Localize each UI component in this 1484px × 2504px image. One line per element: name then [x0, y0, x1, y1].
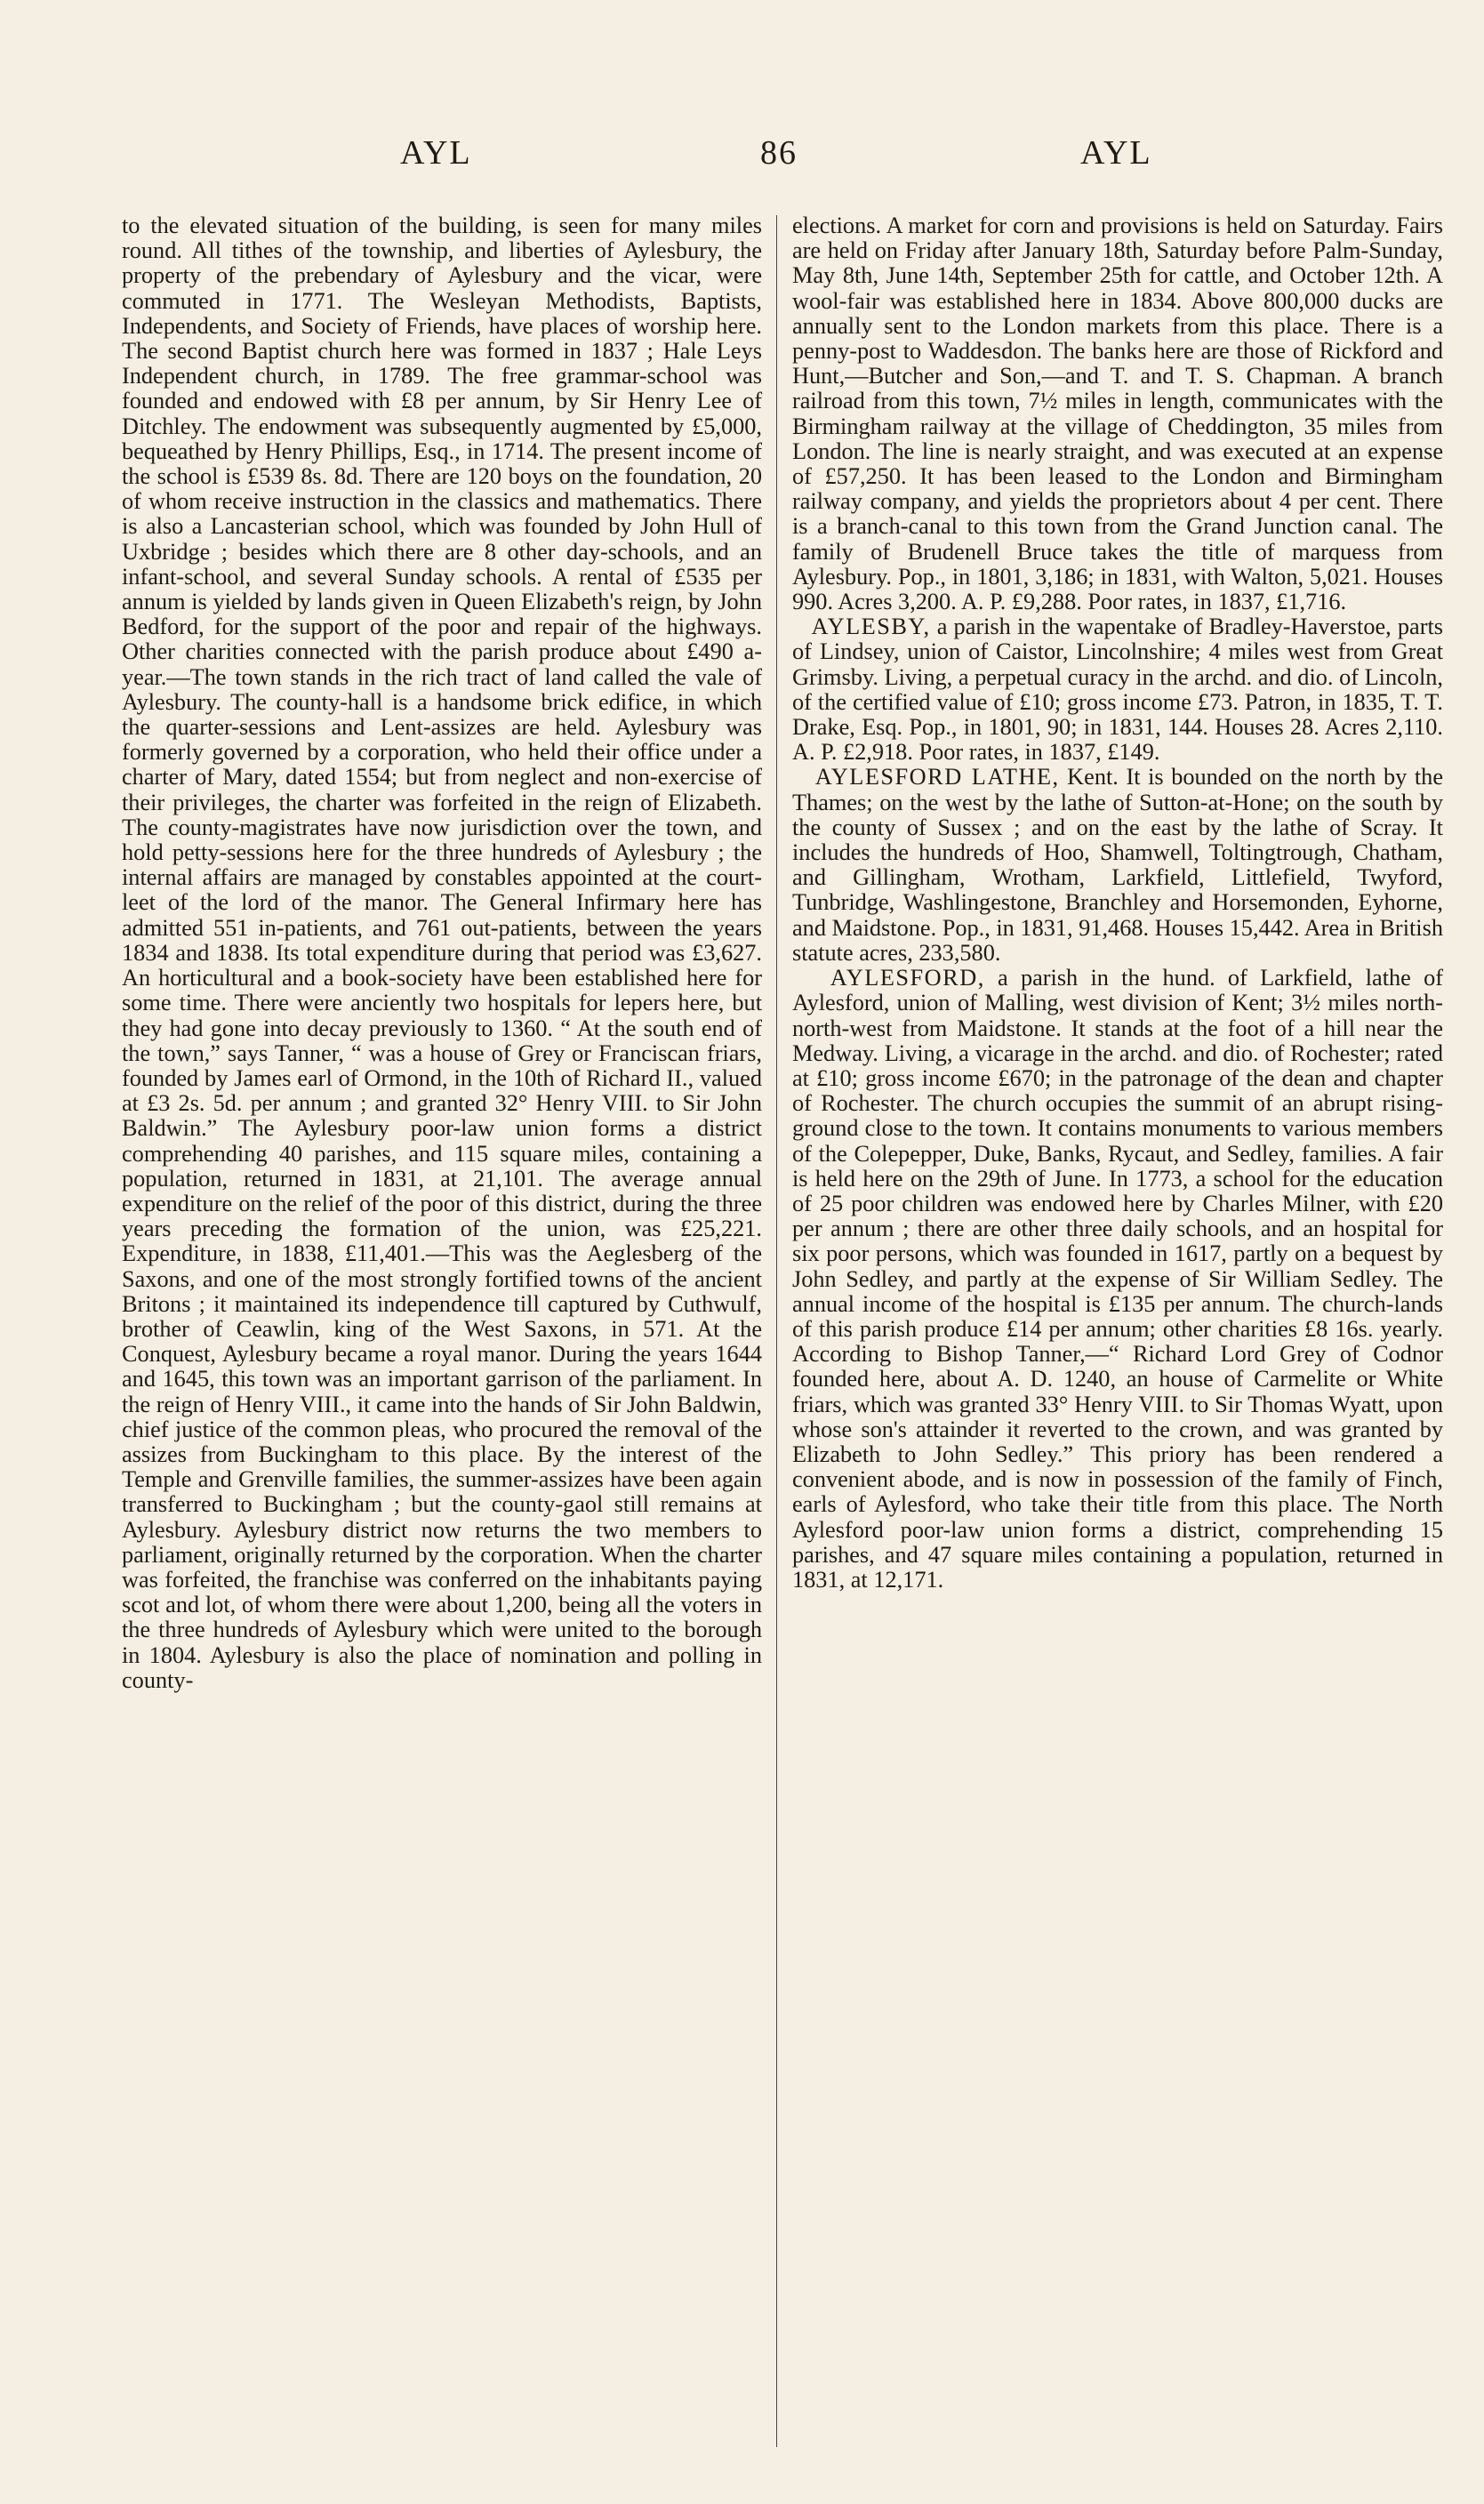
- gazetteer-entry-aylesby: [792, 614, 1443, 765]
- entry-text: a parish in the wapentake of Bradley-Haverstoe, parts of Lindsey, union of Caistor, Lincolnshire; 4 miles west from Great Grimsby. Living, a perpetual curacy in the archd. and dio. of Lincoln, of the certified value of £10; gross income £73. Patron, in 1835, T. T. Drake, Esq. Pop., in 1801, 90; in 1831, 144. Houses 28. Acres 2,110. A. P. £2,918. Poor rates, in 1837, £149.: [792, 614, 1443, 766]
- right-column: [792, 213, 1443, 1593]
- gazetteer-entry-aylesford-lathe: [792, 765, 1443, 966]
- gazetteer-entry-aylesford: [792, 966, 1443, 1593]
- entry-headword: AYLESFORD,: [830, 965, 985, 991]
- left-column: [122, 213, 762, 1693]
- entry-text: a parish in the hund. of Larkfield, lathe of Aylesford, union of Malling, west division of Kent; 3½ miles north-north-west from Maidstone. It stands at the foot of a hill near the Medway. Living, a vicarage in the archd. and dio. of Rochester; rated at £10; gross income £670; in the patronage of the dean and chapter of Rochester. The church occupies the summit of an abrupt rising-ground close to the town. It contains monuments to various members of the Colepepper, Duke, Banks, Rycaut, and Sedley, families. A fair is held here on the 29th of June. In 1773, a school for the education of 25 poor children was endowed here by Charles Milner, with £20 per annum ; there are other three daily schools, and an hospital for six poor persons, which was founded in 1617, partly on a bequest by John Sedley, and partly at the expense of Sir William Sedley. The annual income of the hospital is £135 per annum. The church-lands of this parish produce £14 per annum; other charities £8 16s. yearly. According to Bishop Tanner,—“ Richard Lord Grey of Codnor founded here, about A. D. 1240, an house of Carmelite or White friars, which was granted 33° Henry VIII. to Sir Thomas Wyatt, upon whose son's attainder it reverted to the crown, and was granted by Elizabeth to John Sedley.” This priory has been rendered a convenient abode, and is now in possession of the family of Finch, earls of Aylesford, who take their title from this place. The North Aylesford poor-law union forms a district, comprehending 15 parishes, and 47 square miles containing a population, returned in 1831, at 12,171.: [792, 965, 1443, 1593]
- aylesbury-continuation-paragraph: to the elevated situation of the building, is seen for many miles round. All tithes of the township, and liberties of Aylesbury, the property of the prebendary of Aylesbury and the vicar, were commuted in 1771. The Wesleyan Methodists, Baptists, Independents, and Society of Friends, have places of worship here. The second Baptist church here was formed in 1837 ; Hale Leys Independent church, in 1789. The free grammar-school was founded and endowed with £8 per annum, by Sir Henry Lee of Ditchley. The endowment was subsequently augmented by £5,000, bequeathed by Henry Phillips, Esq., in 1714. The present income of the school is £539 8s. 8d. There are 120 boys on the foundation, 20 of whom receive instruction in the classics and mathematics. There is also a Lancasterian school, which was founded by John Hull of Uxbridge ; besides which there are 8 other day-schools, and an infant-school, and several Sunday schools. A rental of £535 per annum is yielded by lands given in Queen Elizabeth's reign, by John Bedford, for the support of the poor and repair of the highways. Other charities connected with the parish produce about £490 a-year.—The town stands in the rich tract of land called the vale of Aylesbury. The county-hall is a handsome brick edifice, in which the quarter-sessions and Lent-assizes are held. Aylesbury was formerly governed by a corporation, who held their office under a charter of Mary, dated 1554; but from neglect and non-exercise of their privileges, the charter was forfeited in the reign of Elizabeth. The county-magistrates have now jurisdiction over the town, and hold petty-sessions here for the three hundreds of Aylesbury ; the internal affairs are managed by constables appointed at the court-leet of the lord of the manor. The General Infirmary here has admitted 551 in-patients, and 761 out-patients, between the years 1834 and 1838. Its total expenditure during that period was £3,627. An horticultural and a book-society have been established here for some time. There were anciently two hospitals for lepers here, but they had gone into decay previously to 1360. “ At the south end of the town,” says Tanner, “ was a house of Grey or Franciscan friars, founded by James earl of Ormond, in the 10th of Richard II., valued at £3 2s. 5d. per annum ; and granted 32° Henry VIII. to Sir John Baldwin.” The Aylesbury poor-law union forms a district comprehending 40 parishes, and 115 square miles, containing a population, returned in 1831, at 21,101. The average annual expenditure on the relief of the poor of this district, during the three years preceding the formation of the union, was £25,221. Expenditure, in 1838, £11,401.—This was the Aeglesberg of the Saxons, and one of the most strongly fortified towns of the ancient Britons ; it maintained its independence till captured by Cuthwulf, brother of Ceawlin, king of the West Saxons, in 571. At the Conquest, Aylesbury became a royal manor. During the years 1644 and 1645, this town was an important garrison of the parliament. In the reign of Henry VIII., it came into the hands of Sir John Baldwin, chief justice of the common pleas, who procured the removal of the assizes from Buckingham to this place. By the interest of the Temple and Grenville families, the summer-assizes have been again transferred to Buckingham ; but the county-gaol still remains at Aylesbury. Aylesbury district now returns the two members to parliament, originally returned by the corporation. When the charter was forfeited, the franchise was conferred on the inhabitants paying scot and lot, of whom there were about 1,200, being all the voters in the three hundreds of Aylesbury which were united to the borough in 1804. Aylesbury is also the place of nomination and polling in county-: [122, 213, 762, 1693]
- page-header: [0, 133, 1484, 187]
- page-number: 86: [760, 134, 798, 172]
- entry-headword: AYLESFORD LATHE,: [814, 764, 1060, 791]
- aylesbury-continued-paragraph: elections. A market for corn and provisions is held on Saturday. Fairs are held on Friday after January 18th, Saturday before Palm-Sunday, May 8th, June 14th, September 25th for cattle, and October 12th. A wool-fair was established here in 1834. Above 800,000 ducks are annually sent to the London markets from this place. There is a penny-post to Waddesdon. The banks here are those of Rickford and Hunt,—Butcher and Son,—and T. and T. S. Chapman. A branch railroad from this town, 7½ miles in length, communicates with the Birmingham railway at the village of Cheddington, 35 miles from London. The line is nearly straight, and was executed at an expense of £57,250. It has been leased to the London and Birmingham railway company, and yields the proprietors about 4 per cent. There is a branch-canal to this town from the Grand Junction canal. The family of Brudenell Bruce takes the title of marquess from Aylesbury. Pop., in 1801, 3,186; in 1831, with Walton, 5,021. Houses 990. Acres 3,200. A. P. £9,288. Poor rates, in 1837, £1,716.: [792, 213, 1443, 615]
- entry-headword: AYLESBY,: [811, 614, 931, 640]
- running-head-left: AYL: [400, 134, 472, 172]
- column-divider: [776, 215, 777, 2447]
- running-head-right: AYL: [1080, 134, 1152, 172]
- entry-text: Kent. It is bounded on the north by the Thames; on the west by the lathe of Sutton-at-Hone; on the south by the county of Sussex ; and on the east by the lathe of Scray. It includes the hundreds of Hoo, Shamwell, Toltingtrough, Chatham, and Gillingham, Wrotham, Larkfield, Littlefield, Twyford, Tunbridge, Washlingestone, Branchley and Horsemonden, Eyhorne, and Maidstone. Pop., in 1831, 91,468. Houses 15,442. Area in British statute acres, 233,580.: [792, 764, 1443, 966]
